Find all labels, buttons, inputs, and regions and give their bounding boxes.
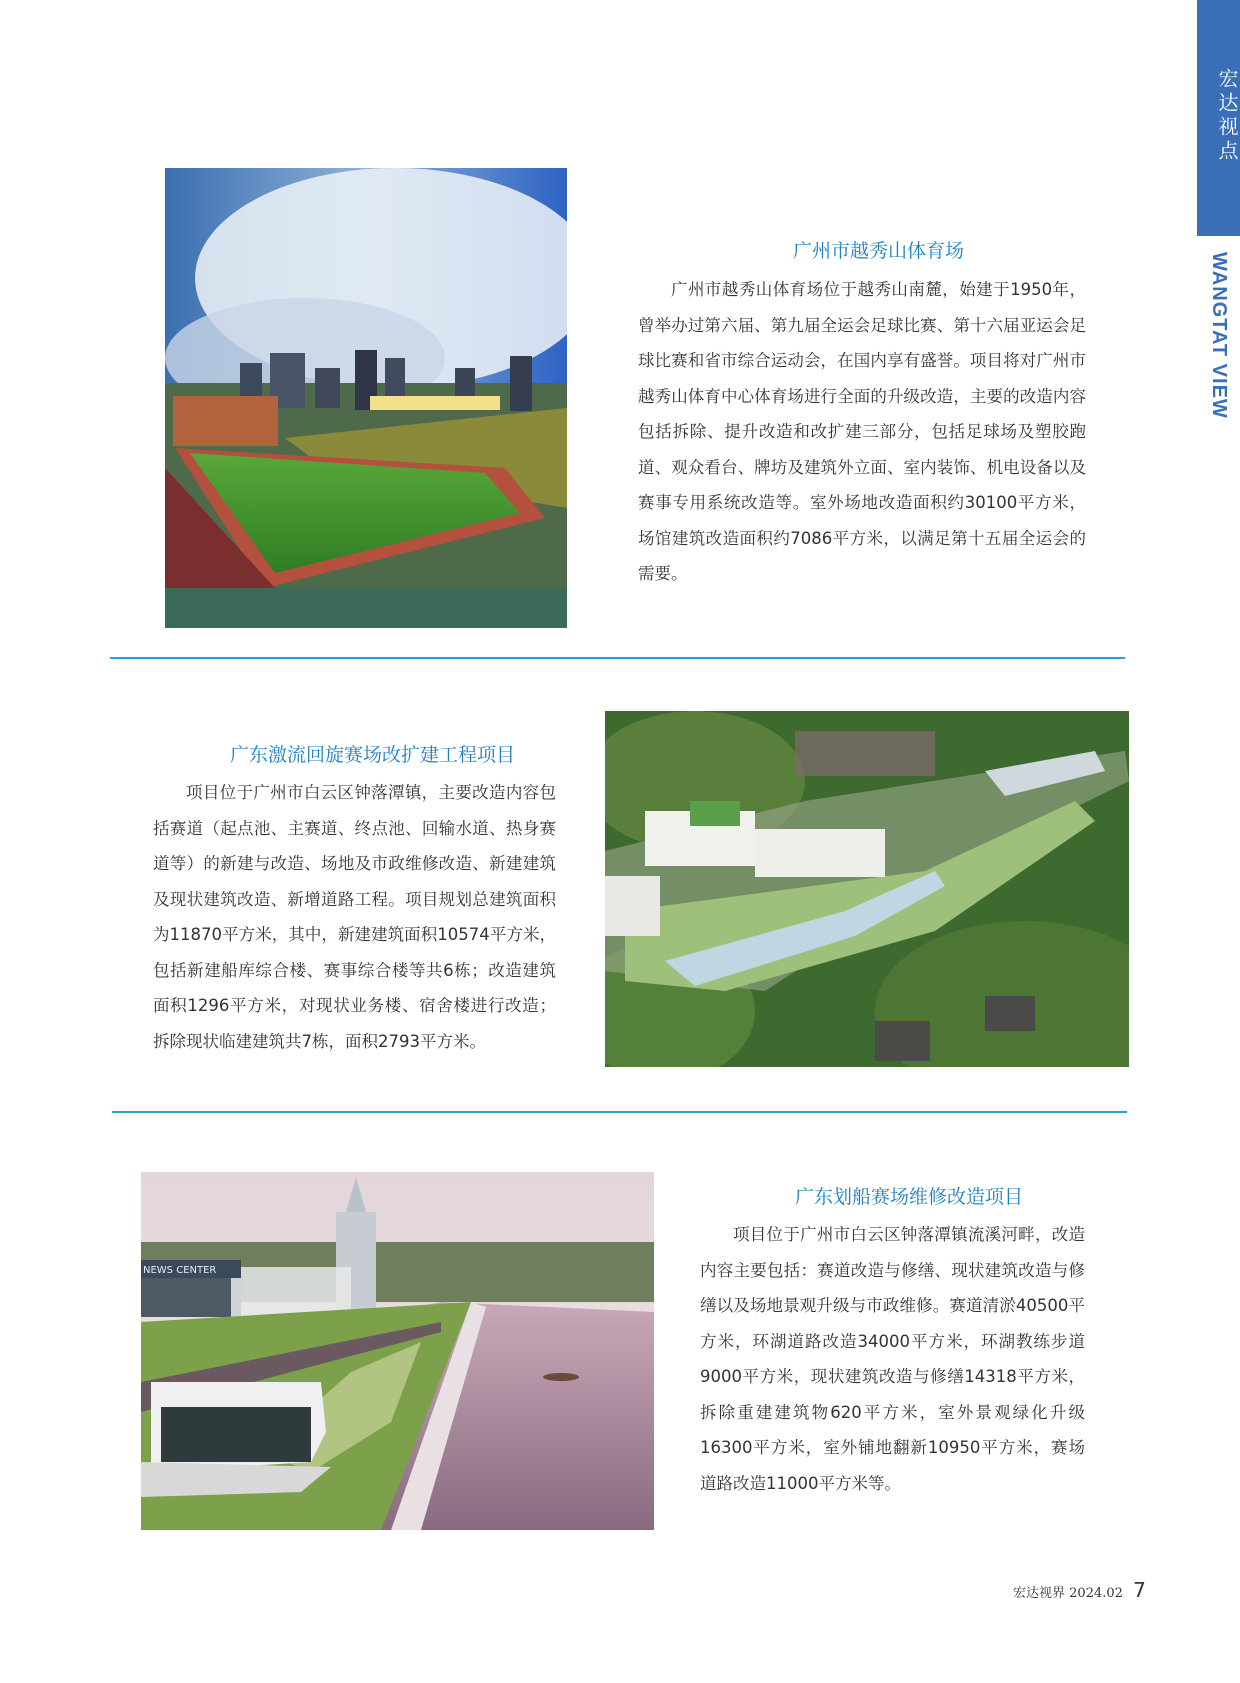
section-body-1: 广州市越秀山体育场位于越秀山南麓，始建于1950年，曾举办过第六届、第九届全运会足球比赛、第十六届亚运会足球比赛和省市综合运动会，在国内享有盛誉。项目将对广州市越秀山体育中心体育场进行全面的升级改造，主要的改造内容包括拆除、提升改造和改扩建三部分，包括足球场及塑胶跑道、观众看台、牌坊及建筑外立面、室内装饰、机电设备以及赛事专用系统改造等。室外场地改造面积约30100平方米，场馆建筑改造面积约7086平方米，以满足第十五届全运会的需要。 xyxy=(638,280,1086,583)
section-body-2: 项目位于广州市白云区钟落潭镇，主要改造内容包括赛道（起点池、主赛道、终点池、回输水道、热身赛道等）的新建与改造、场地及市政维修改造、新建建筑及现状建筑改造、新增道路工程。项目规划总建筑面积为11870平方米，其中，新建建筑面积10574平方米，包括新建船库综合楼、赛事综合楼等共6栋；改造建筑面积1296平方米，对现状业务楼、宿舍楼进行改造；拆除现状临建建筑共7栋，面积2793平方米。 xyxy=(153,783,556,1051)
section-tab-label: 宏达视点 xyxy=(1215,68,1239,164)
section-divider xyxy=(112,1111,1127,1113)
publication-name: 宏达视界 xyxy=(1013,1586,1066,1601)
page-number: 7 xyxy=(1133,1578,1146,1602)
section-tab xyxy=(1197,0,1240,236)
section-title-3: 广东划船赛场维修改造项目 xyxy=(795,1186,1024,1208)
page-footer xyxy=(1013,1578,1146,1602)
issue-number: 2024.02 xyxy=(1069,1586,1123,1601)
section-english-label: WANGTAT VIEW xyxy=(1208,252,1230,419)
stadium-photo xyxy=(165,168,567,628)
section-body-3: 项目位于广州市白云区钟落潭镇流溪河畔，改造内容主要包括：赛道改造与修缮、现状建筑改造与修缮以及场地景观升级与市政维修。赛道清淤40500平方米，环湖道路改造34000平方米，环湖教练步道9000平方米，现状建筑改造与修缮14318平方米，拆除重建建筑物620平方米，室外景观绿化升级16300平方米，室外铺地翻新10950平方米，赛场道路改造11000平方米等。 xyxy=(700,1225,1085,1493)
section-title-1: 广州市越秀山体育场 xyxy=(793,240,965,262)
section-title-2: 广东激流回旋赛场改扩建工程项目 xyxy=(230,744,516,766)
section-divider xyxy=(110,657,1125,659)
whitewater-venue-rendering xyxy=(605,711,1129,1067)
rowing-venue-rendering xyxy=(141,1172,654,1530)
news-center-sign: NEWS CENTER xyxy=(143,1265,217,1276)
